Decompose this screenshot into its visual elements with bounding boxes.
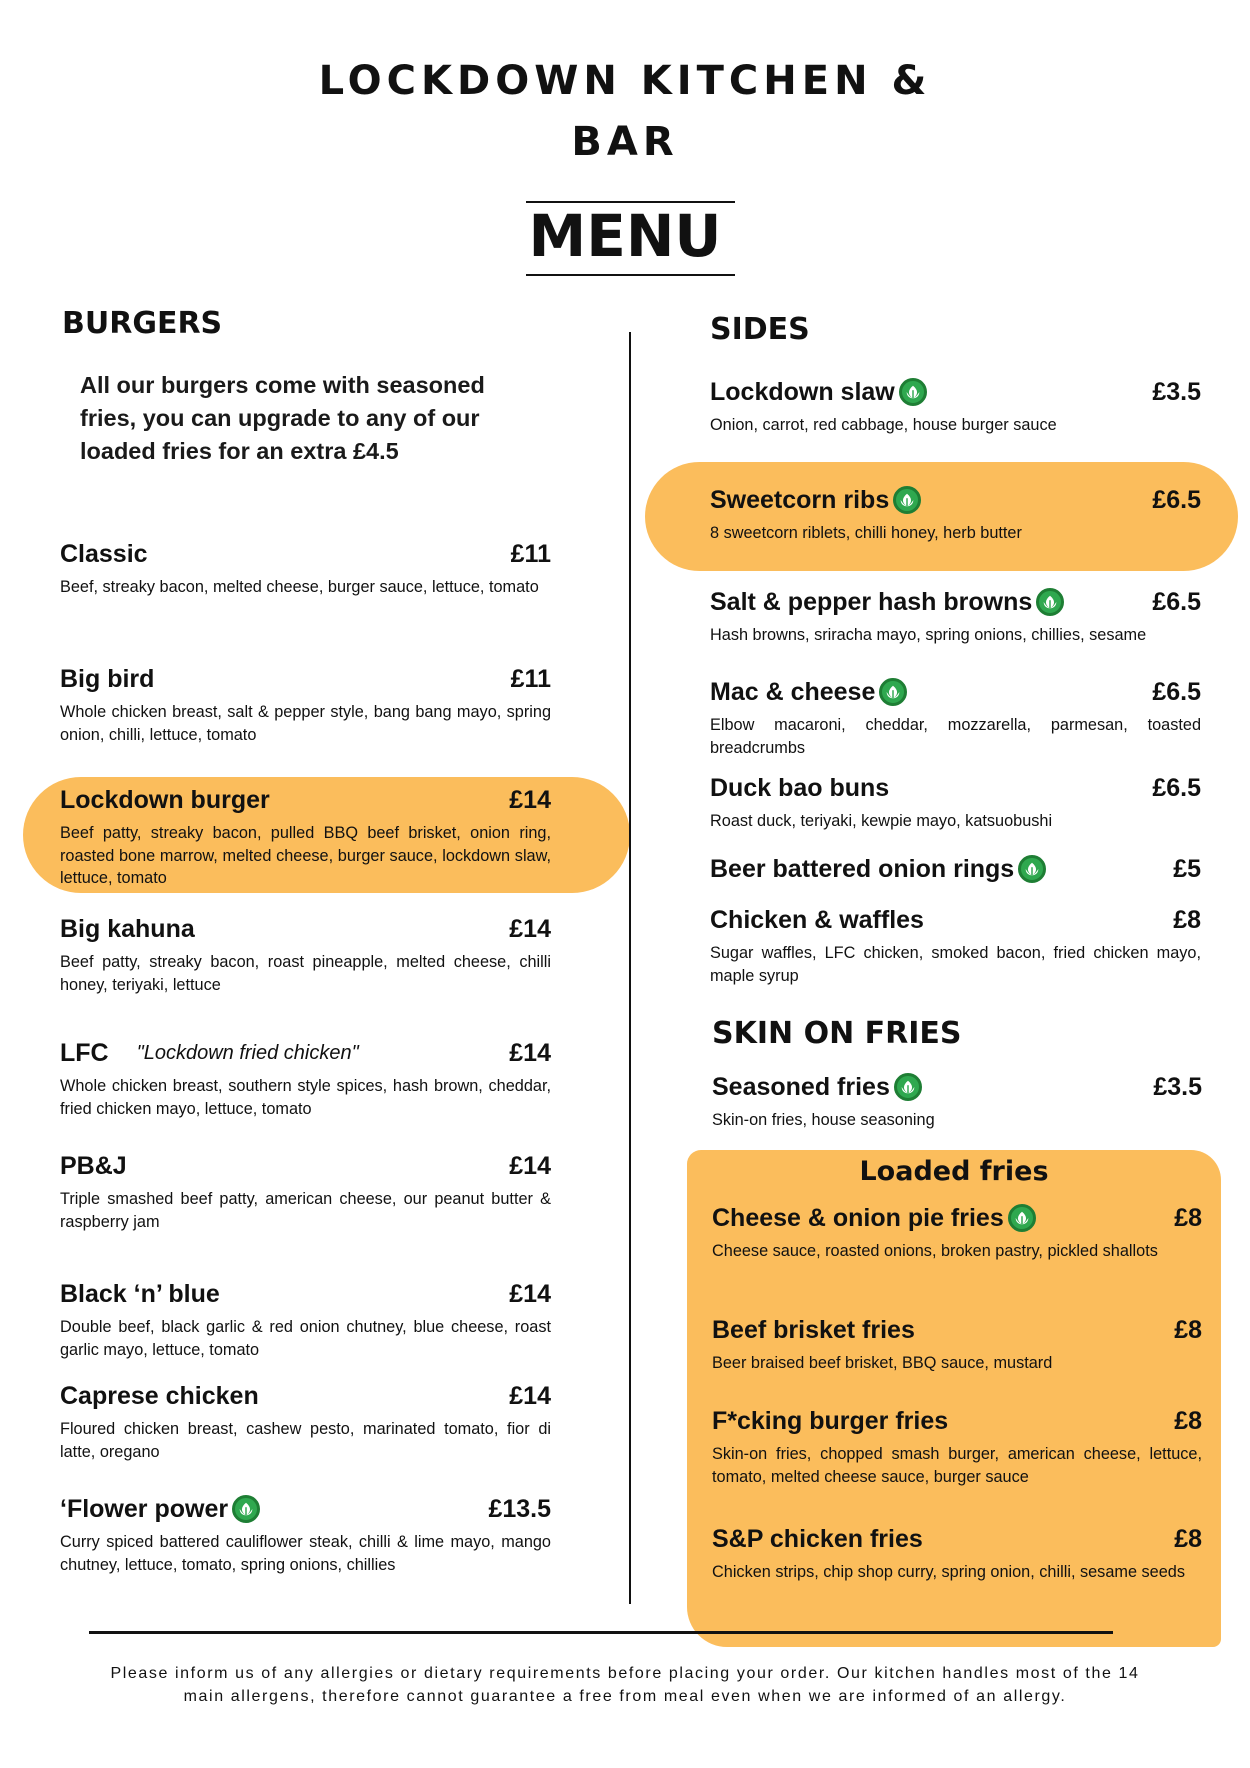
item-name <box>710 855 1046 884</box>
item-name-text: Big kahuna <box>60 914 195 943</box>
menu-item-big-kahuna <box>60 913 551 996</box>
burgers-heading: BURGERS <box>62 306 223 341</box>
menu-item-f-cking-burger-fries <box>712 1405 1202 1488</box>
item-name <box>60 1495 260 1524</box>
item-price: £6.5 <box>1152 587 1201 616</box>
item-price: £3.5 <box>1153 1072 1202 1101</box>
item-name <box>60 1152 127 1181</box>
menu-item-beef-brisket-fries <box>712 1314 1202 1375</box>
menu-item-lfc <box>60 1037 551 1120</box>
item-description: Beef, streaky bacon, melted cheese, burger sauce, lettuce, tomato <box>60 578 539 596</box>
item-name <box>712 1316 915 1345</box>
item-name <box>712 1525 923 1554</box>
menu-item-cheese-onion-pie-fries <box>712 1202 1202 1263</box>
item-price: £8 <box>1174 1406 1202 1435</box>
item-name <box>712 1204 1036 1233</box>
item-name <box>710 774 889 803</box>
item-description: 8 sweetcorn riblets, chilli honey, herb butter <box>710 524 1022 542</box>
item-description: Beef patty, streaky bacon, pulled BBQ beef brisket, onion ring, roasted bone marrow, melted cheese, burger sauce, lockdown slaw, lettuce, tomato <box>60 824 551 887</box>
menu-title: MENU <box>528 202 722 270</box>
restaurant-name-line1: LOCKDOWN KITCHEN & <box>318 58 932 104</box>
menu-item-big-bird <box>60 663 551 746</box>
menu-item-lockdown-burger <box>60 784 551 890</box>
allergy-notice: Please inform us of any allergies or dietary requirements before placing your order. Our kitchen handles most of the 14 main allergens, therefore cannot guarantee a free from meal even when we are informed of an allergy. <box>110 1665 1140 1705</box>
menu-item-mac-cheese <box>710 676 1201 759</box>
column-divider <box>629 332 631 1604</box>
vegetarian-leaf-icon <box>879 678 907 706</box>
item-description: Whole chicken breast, salt & pepper style, bang bang mayo, spring onion, chilli, lettuce, tomato <box>60 703 551 744</box>
menu-item-chicken-waffles <box>710 904 1201 987</box>
item-name <box>60 1382 259 1411</box>
vegetarian-leaf-icon <box>1018 855 1046 883</box>
menu-item-black-n-blue <box>60 1278 551 1361</box>
item-name-text: Mac & cheese <box>710 677 876 706</box>
burgers-intro: All our burgers come with seasoned fries, you can upgrade to any of our loaded fries for an extra £4.5 <box>80 372 485 464</box>
item-name <box>60 540 148 569</box>
menu-item-seasoned-fries <box>712 1071 1202 1132</box>
item-name-text: Duck bao buns <box>710 773 890 802</box>
item-name <box>712 1073 922 1102</box>
item-name-text: LFC <box>60 1038 109 1067</box>
item-name-text: ‘Flower power <box>60 1494 229 1523</box>
vegetarian-leaf-icon <box>899 378 927 406</box>
item-description: Beef patty, streaky bacon, roast pineapple, melted cheese, chilli honey, teriyaki, lettuce <box>60 953 551 994</box>
restaurant-name-line2: BAR <box>571 119 679 165</box>
item-name-text: Sweetcorn ribs <box>710 485 890 514</box>
item-price: £14 <box>509 1279 551 1308</box>
item-description: Skin-on fries, chopped smash burger, american cheese, lettuce, tomato, melted cheese sauce, burger sauce <box>712 1445 1202 1486</box>
item-name <box>60 1039 359 1068</box>
item-price: £14 <box>509 1151 551 1180</box>
item-description: Beer braised beef brisket, BBQ sauce, mustard <box>712 1354 1053 1372</box>
item-name <box>60 786 270 815</box>
menu-item-classic <box>60 538 551 599</box>
item-description: Double beef, black garlic & red onion chutney, blue cheese, roast garlic mayo, lettuce, tomato <box>60 1318 551 1359</box>
menu-rule-bottom <box>526 274 735 276</box>
vegetarian-leaf-icon <box>1008 1204 1036 1232</box>
item-name-text: Classic <box>60 539 148 568</box>
item-price: £8 <box>1174 1524 1202 1553</box>
item-description: Roast duck, teriyaki, kewpie mayo, katsuobushi <box>710 812 1053 830</box>
item-name-text: Beer battered onion rings <box>710 854 1015 883</box>
item-price: £3.5 <box>1152 377 1201 406</box>
item-name-text: Caprese chicken <box>60 1381 259 1410</box>
item-name-text: Lockdown burger <box>60 785 270 814</box>
item-name <box>60 915 195 944</box>
item-description: Floured chicken breast, cashew pesto, marinated tomato, fior di latte, oregano <box>60 1420 551 1461</box>
item-name <box>710 378 927 407</box>
item-description: Skin-on fries, house seasoning <box>712 1111 935 1129</box>
item-price: £11 <box>510 664 551 693</box>
item-price: £14 <box>509 785 551 814</box>
item-name-text: F*cking burger fries <box>712 1406 949 1435</box>
item-description: Chicken strips, chip shop curry, spring onion, chilli, sesame seeds <box>712 1563 1185 1581</box>
menu-item-salt-pepper-hash-browns <box>710 586 1201 647</box>
item-name <box>710 486 921 515</box>
item-name <box>60 1280 220 1309</box>
item-description: Curry spiced battered cauliflower steak, chilli & lime mayo, mango chutney, lettuce, tomato, spring onions, chillies <box>60 1533 551 1574</box>
item-description: Elbow macaroni, cheddar, mozzarella, parmesan, toasted breadcrumbs <box>710 716 1201 757</box>
item-price: £13.5 <box>488 1494 551 1523</box>
item-price: £5 <box>1173 854 1201 883</box>
item-description: Sugar waffles, LFC chicken, smoked bacon, fried chicken mayo, maple syrup <box>710 944 1201 985</box>
item-price: £8 <box>1174 1203 1202 1232</box>
item-name <box>60 665 154 694</box>
item-name-text: Cheese & onion pie fries <box>712 1203 1004 1232</box>
footer-rule <box>89 1631 1113 1634</box>
item-price: £14 <box>509 914 551 943</box>
item-name-text: Black ‘n’ blue <box>60 1279 220 1308</box>
vegetarian-leaf-icon <box>893 486 921 514</box>
item-name-text: Seasoned fries <box>712 1072 890 1101</box>
item-description: Whole chicken breast, southern style spices, hash brown, cheddar, fried chicken mayo, lettuce, tomato <box>60 1077 551 1118</box>
item-name-text: S&P chicken fries <box>712 1524 923 1553</box>
item-description: Hash browns, sriracha mayo, spring onions, chillies, sesame <box>710 626 1147 644</box>
item-description: Triple smashed beef patty, american cheese, our peanut butter & raspberry jam <box>60 1190 551 1231</box>
vegetarian-leaf-icon <box>894 1073 922 1101</box>
item-price: £8 <box>1174 1315 1202 1344</box>
item-name-text: Big bird <box>60 664 155 693</box>
item-name <box>712 1407 948 1436</box>
item-price: £11 <box>510 539 551 568</box>
menu-item-beer-battered-onion-rings <box>710 853 1201 885</box>
item-description: Cheese sauce, roasted onions, broken pastry, pickled shallots <box>712 1242 1158 1260</box>
item-name <box>710 906 924 935</box>
sides-heading: SIDES <box>710 312 810 347</box>
item-price: £6.5 <box>1152 485 1201 514</box>
item-name-text: Beef brisket fries <box>712 1315 915 1344</box>
menu-item-caprese-chicken <box>60 1380 551 1463</box>
vegetarian-leaf-icon <box>1036 588 1064 616</box>
menu-item-sweetcorn-ribs <box>710 484 1201 545</box>
menu-item-lockdown-slaw <box>710 376 1201 437</box>
item-price: £14 <box>509 1038 551 1067</box>
item-name-text: Salt & pepper hash browns <box>710 587 1033 616</box>
item-price: £6.5 <box>1152 773 1201 802</box>
item-price: £6.5 <box>1152 677 1201 706</box>
item-name-text: PB&J <box>60 1151 127 1180</box>
menu-item-pb-j <box>60 1150 551 1233</box>
item-note: "Lockdown fried chicken" <box>136 1041 359 1064</box>
vegetarian-leaf-icon <box>232 1495 260 1523</box>
item-name <box>710 588 1064 617</box>
item-price: £8 <box>1173 905 1201 934</box>
item-name-text: Lockdown slaw <box>710 377 895 406</box>
loaded-fries-heading: Loaded fries <box>859 1156 1049 1187</box>
item-name-text: Chicken & waffles <box>710 905 924 934</box>
menu-item-flower-power <box>60 1493 551 1576</box>
menu-item-duck-bao-buns <box>710 772 1201 833</box>
item-name <box>710 678 907 707</box>
item-description: Onion, carrot, red cabbage, house burger sauce <box>710 416 1057 434</box>
item-price: £14 <box>509 1381 551 1410</box>
menu-item-s-p-chicken-fries <box>712 1523 1202 1584</box>
skin-on-fries-heading: SKIN ON FRIES <box>712 1016 962 1051</box>
